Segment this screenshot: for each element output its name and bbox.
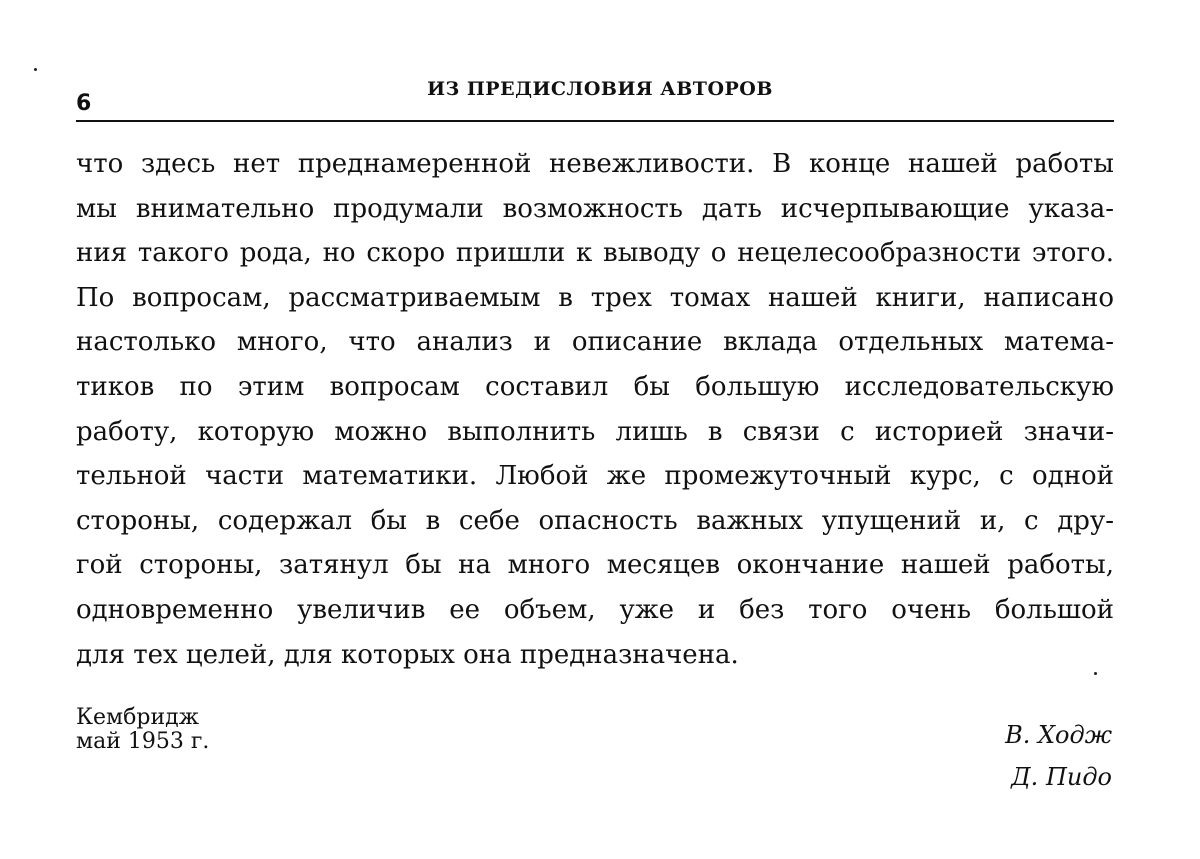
signature-author: В. Ходж	[1005, 721, 1112, 749]
text-line: гой стороны, затянул бы на много месяцев окончание нашей работы,	[76, 550, 1114, 581]
place-date-block	[76, 706, 209, 754]
header-rule	[76, 120, 1114, 122]
signatures-block	[1005, 714, 1112, 798]
running-head: ИЗ ПРЕДИСЛОВИЯ АВТОРОВ	[427, 78, 773, 100]
text-line: работу, которую можно выполнить лишь в связи с историей значи-	[76, 416, 1114, 447]
text-line: мы внимательно продумали возможность дать исчерпывающие указа-	[76, 193, 1114, 224]
text-line: одновременно увеличив ее объем, уже и без того очень большой	[76, 594, 1114, 625]
text-line: тельной части математики. Любой же промежуточный курс, с одной	[76, 461, 1114, 492]
text-line: По вопросам, рассматриваемым в трех томах нашей книги, написано	[76, 282, 1114, 313]
text-line: ния такого рода, но скоро пришли к выводу о нецелесообразности этого.	[76, 238, 1114, 269]
text-line: тиков по этим вопросам составил бы большую исследовательскую	[76, 371, 1114, 402]
text-line: стороны, содержал бы в себе опасность важных упущений и, с дру-	[76, 505, 1114, 536]
body-paragraph	[76, 142, 1114, 677]
place: Кембридж	[76, 705, 199, 730]
signature-author: Д. Пидо	[1011, 763, 1112, 791]
scan-speck	[34, 68, 37, 71]
page-number: 6	[76, 91, 92, 116]
date: май 1953 г.	[76, 729, 210, 754]
text-line: что здесь нет преднамеренной невежливости. В конце нашей работы	[76, 149, 1114, 179]
text-line: настолько много, что анализ и описание вклада отдельных матема-	[76, 327, 1114, 358]
text-line: для тех целей, для которых она предназначена.	[76, 639, 739, 670]
